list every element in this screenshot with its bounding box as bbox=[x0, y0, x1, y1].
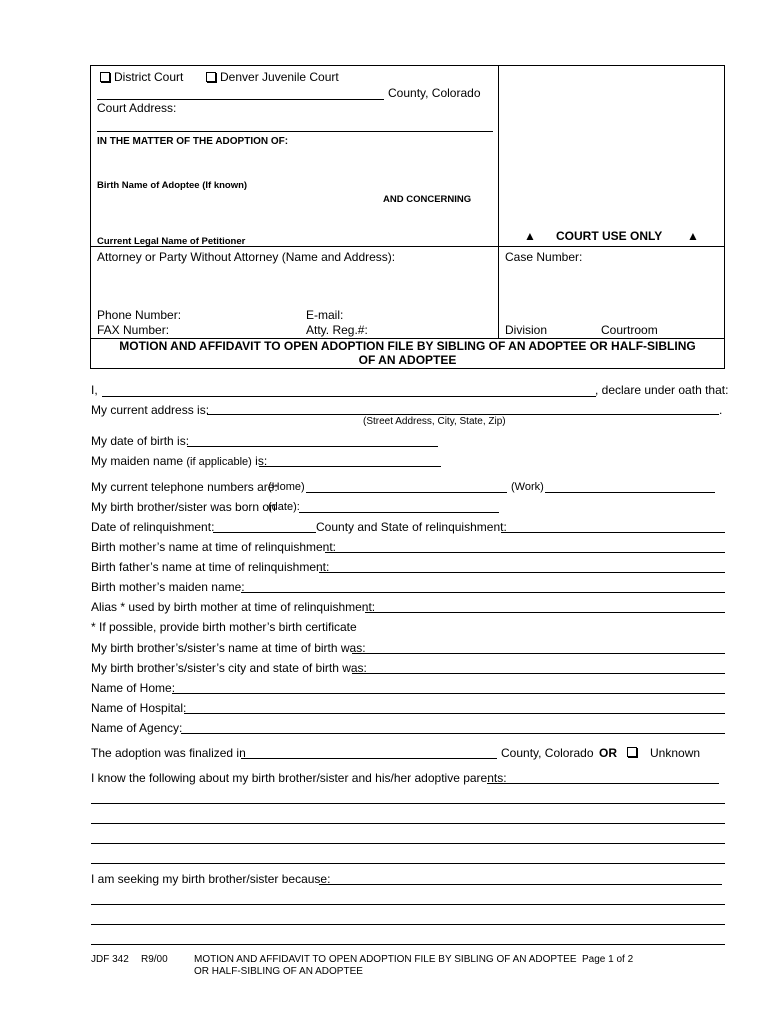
division-label: Division bbox=[505, 323, 548, 337]
sibling-born-field[interactable] bbox=[299, 512, 499, 513]
caption-left-border bbox=[90, 65, 91, 368]
caption-right-border bbox=[724, 65, 725, 368]
maiden-name-field[interactable] bbox=[259, 466, 441, 467]
court-use-only-label: COURT USE ONLY bbox=[556, 229, 663, 243]
work-phone-field[interactable] bbox=[545, 492, 715, 493]
caption-top-border bbox=[90, 65, 725, 66]
checkbox-icon[interactable] bbox=[206, 72, 216, 82]
address-period: . bbox=[719, 403, 723, 417]
date-of-birth-label: My date of birth is: bbox=[91, 434, 190, 448]
birth-name-label: Birth Name of Adoptee (If known) bbox=[97, 180, 248, 191]
footer-title-line2: OR HALF-SIBLING OF AN ADOPTEE bbox=[194, 966, 363, 977]
county-blank[interactable] bbox=[97, 99, 384, 100]
mother-name-label: Birth mother’s name at time of relinquishment: bbox=[91, 540, 336, 554]
caption-bottom-border bbox=[90, 368, 725, 369]
finalized-label: The adoption was finalized in bbox=[91, 746, 246, 760]
atty-reg-label: Atty. Reg.#: bbox=[306, 323, 368, 337]
sibling-city-field[interactable] bbox=[352, 673, 725, 674]
and-concerning-label: AND CONCERNING bbox=[383, 194, 472, 205]
county-state-relinquishment-field[interactable] bbox=[501, 532, 725, 533]
denver-juvenile-court-option[interactable] bbox=[206, 70, 339, 84]
page-number: Page 1 of 2 bbox=[582, 954, 634, 965]
checkbox-icon[interactable] bbox=[627, 747, 637, 757]
arrow-up-icon: ▲ bbox=[687, 229, 699, 243]
seeking-line[interactable] bbox=[91, 944, 725, 945]
work-label: (Work) bbox=[511, 481, 544, 493]
telephone-label: My current telephone numbers are: bbox=[91, 480, 278, 494]
current-legal-name-label: Current Legal Name of Petitioner bbox=[97, 236, 246, 247]
footnote: * If possible, provide birth mother’s birth certificate bbox=[91, 620, 357, 634]
name-of-home-field[interactable] bbox=[172, 693, 725, 694]
form-title-line1: MOTION AND AFFIDAVIT TO OPEN ADOPTION FILE BY SIBLING OF AN ADOPTEE OR HALF-SIBLING bbox=[119, 339, 696, 353]
district-court-option[interactable] bbox=[100, 70, 183, 84]
seeking-line[interactable] bbox=[91, 924, 725, 925]
fax-number-label: FAX Number: bbox=[97, 323, 170, 337]
father-name-label: Birth father’s name at time of relinquishment: bbox=[91, 560, 330, 574]
checkbox-icon[interactable] bbox=[100, 72, 110, 82]
i-know-line[interactable] bbox=[91, 863, 725, 864]
mother-name-field[interactable] bbox=[325, 552, 725, 553]
alias-label: Alias * used by birth mother at time of relinquishment: bbox=[91, 600, 376, 614]
caption-divider bbox=[498, 65, 499, 338]
father-name-field[interactable] bbox=[319, 572, 725, 573]
i-label: I, bbox=[91, 383, 98, 397]
declare-label: , declare under oath that: bbox=[595, 383, 729, 397]
mother-maiden-field[interactable] bbox=[241, 592, 725, 593]
courtroom-label: Courtroom bbox=[601, 323, 658, 337]
i-know-label: I know the following about my birth brother/sister and his/her adoptive parents: bbox=[91, 771, 507, 785]
date-hint: (date): bbox=[268, 501, 300, 513]
i-know-line[interactable] bbox=[91, 823, 725, 824]
arrow-up-icon: ▲ bbox=[524, 229, 536, 243]
unknown-option[interactable] bbox=[627, 745, 641, 759]
mother-maiden-label: Birth mother’s maiden name: bbox=[91, 580, 245, 594]
form-id: JDF 342 bbox=[91, 954, 129, 965]
date-relinquishment-label: Date of relinquishment: bbox=[91, 520, 215, 534]
case-number-label: Case Number: bbox=[505, 250, 583, 264]
name-of-agency-label: Name of Agency: bbox=[91, 721, 183, 735]
sibling-name-label: My birth brother’s/sister’s name at time of birth was: bbox=[91, 641, 366, 655]
finalized-county-field[interactable] bbox=[241, 758, 497, 759]
home-phone-field[interactable] bbox=[306, 492, 507, 493]
seeking-label: I am seeking my birth brother/sister because: bbox=[91, 872, 331, 886]
home-label: (Home) bbox=[268, 481, 305, 493]
district-court-label: District Court bbox=[114, 70, 184, 84]
footer-title-line1: MOTION AND AFFIDAVIT TO OPEN ADOPTION FILE BY SIBLING OF AN ADOPTEE bbox=[194, 954, 577, 965]
court-address-label: Court Address: bbox=[97, 101, 177, 115]
attorney-label: Attorney or Party Without Attorney (Name and Address): bbox=[97, 250, 396, 264]
county-colorado-label: County, Colorado bbox=[388, 86, 481, 100]
sibling-born-label: My birth brother/sister was born on bbox=[91, 500, 276, 514]
date-of-birth-field[interactable] bbox=[187, 446, 438, 447]
maiden-is: is: bbox=[255, 454, 268, 468]
court-address-rule bbox=[97, 131, 493, 132]
seeking-line[interactable] bbox=[91, 904, 725, 905]
maiden-name-text: My maiden name bbox=[91, 454, 184, 468]
form-title-line2: OF AN ADOPTEE bbox=[358, 353, 457, 367]
phone-number-label: Phone Number: bbox=[97, 308, 182, 322]
name-of-home-label: Name of Home: bbox=[91, 681, 176, 695]
denver-juvenile-court-label: Denver Juvenile Court bbox=[220, 70, 339, 84]
or-label: OR bbox=[599, 746, 617, 760]
maiden-hint: (if applicable) bbox=[186, 456, 252, 468]
name-of-agency-field[interactable] bbox=[181, 733, 725, 734]
date-relinquishment-field[interactable] bbox=[213, 532, 316, 533]
seeking-field[interactable] bbox=[319, 884, 722, 885]
i-know-line[interactable] bbox=[91, 843, 725, 844]
county-state-relinquishment-label: County and State of relinquishment: bbox=[316, 520, 507, 534]
current-address-label: My current address is: bbox=[91, 403, 210, 417]
in-the-matter-label: IN THE MATTER OF THE ADOPTION OF: bbox=[97, 136, 289, 147]
alias-field[interactable] bbox=[365, 612, 725, 613]
name-of-hospital-label: Name of Hospital: bbox=[91, 701, 187, 715]
email-label: E-mail: bbox=[306, 308, 344, 322]
current-address-field[interactable] bbox=[207, 414, 719, 415]
declarant-name-field[interactable] bbox=[102, 396, 596, 397]
unknown-label: Unknown bbox=[650, 746, 701, 760]
name-of-hospital-field[interactable] bbox=[184, 713, 725, 714]
finalized-county-colorado: County, Colorado bbox=[501, 746, 594, 760]
sibling-city-label: My birth brother’s/sister’s city and state of birth was: bbox=[91, 661, 367, 675]
address-hint: (Street Address, City, State, Zip) bbox=[363, 416, 506, 427]
maiden-name-label bbox=[91, 454, 267, 468]
sibling-name-field[interactable] bbox=[352, 653, 725, 654]
i-know-field[interactable] bbox=[487, 783, 719, 784]
i-know-line[interactable] bbox=[91, 803, 725, 804]
form-revision: R9/00 bbox=[141, 954, 168, 965]
